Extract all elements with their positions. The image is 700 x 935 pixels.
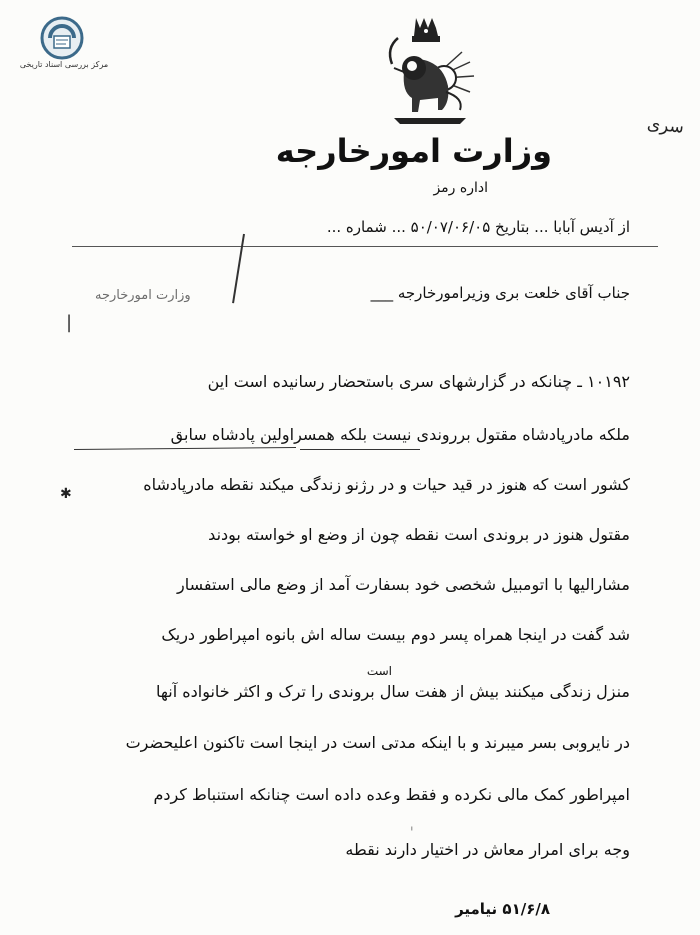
body-line: امپراطور کمک مالی نکرده و فقط وعده داده است چنانکه استنباط کردم <box>153 785 630 804</box>
handwritten-underline <box>300 449 420 450</box>
body-line: ملکه مادرپادشاه مقتول برروندی نیست بلکه همسراولین پادشاه سابق <box>170 425 630 444</box>
body-line: منزل زندگی میکنند بیش از هفت سال بروندی را ترک و اکثر خانواده آنها <box>156 682 630 701</box>
body-line: شد گفت در اینجا همراه پسر دوم بیست ساله اش بانوه امپراطور دریک <box>161 625 630 644</box>
archive-logo-icon <box>40 16 84 60</box>
lion-and-sun-emblem-icon <box>372 14 482 129</box>
body-line: کشور است که هنوز در قید حیات و در رژنو زندگی میکند نقطه مادرپادشاه <box>143 475 630 494</box>
body-line: ۱۰۱۹۲ ـ چنانکه در گزارشهای سری باستحضار رسانیده است این <box>207 372 630 391</box>
corner-handwritten-note: سری <box>646 114 685 138</box>
inline-tick-mark: ˡ <box>411 826 413 837</box>
handwritten-underline <box>74 447 296 450</box>
body-line: مشارالیها با اتومبیل شخصی خود بسفارت آمد از وضع مالی استفسار <box>177 575 630 594</box>
margin-stroke <box>232 234 245 303</box>
body-line: مقتول هنوز در بروندی است نقطه چون از وضع او خواسته بودند <box>208 525 630 544</box>
ministry-stamp: وزارت امورخارجه <box>95 288 191 303</box>
margin-tick-mark: | <box>66 312 73 333</box>
telegram-header-line: از آدیس آبابا ... بتاریخ ۵۰/۰۷/۰۶/۰۵ ... شماره ... <box>326 218 630 236</box>
body-line: وجه برای امرار معاش در اختیار دارند نقطه <box>345 840 630 859</box>
margin-star-mark: ✱ <box>60 486 72 502</box>
department-title: اداره رمز <box>433 180 488 196</box>
archive-logo <box>8 16 118 76</box>
ministry-title: وزارت امورخارجه <box>275 132 552 170</box>
header-rule <box>72 246 658 247</box>
inserted-word: است <box>366 664 392 678</box>
addressee-line: جناب آقای خلعت بری وزیرامورخارجه ___ <box>370 284 630 302</box>
body-line: در نایروبی بسر میبرند و با اینکه مدتی است در اینجا است تاکنون اعلیحضرت <box>125 733 630 752</box>
signature-line: ۵۱/۶/۸ نیامیر <box>455 900 550 918</box>
archive-logo-caption: مرکز بررسی اسناد تاریخی <box>19 60 109 69</box>
